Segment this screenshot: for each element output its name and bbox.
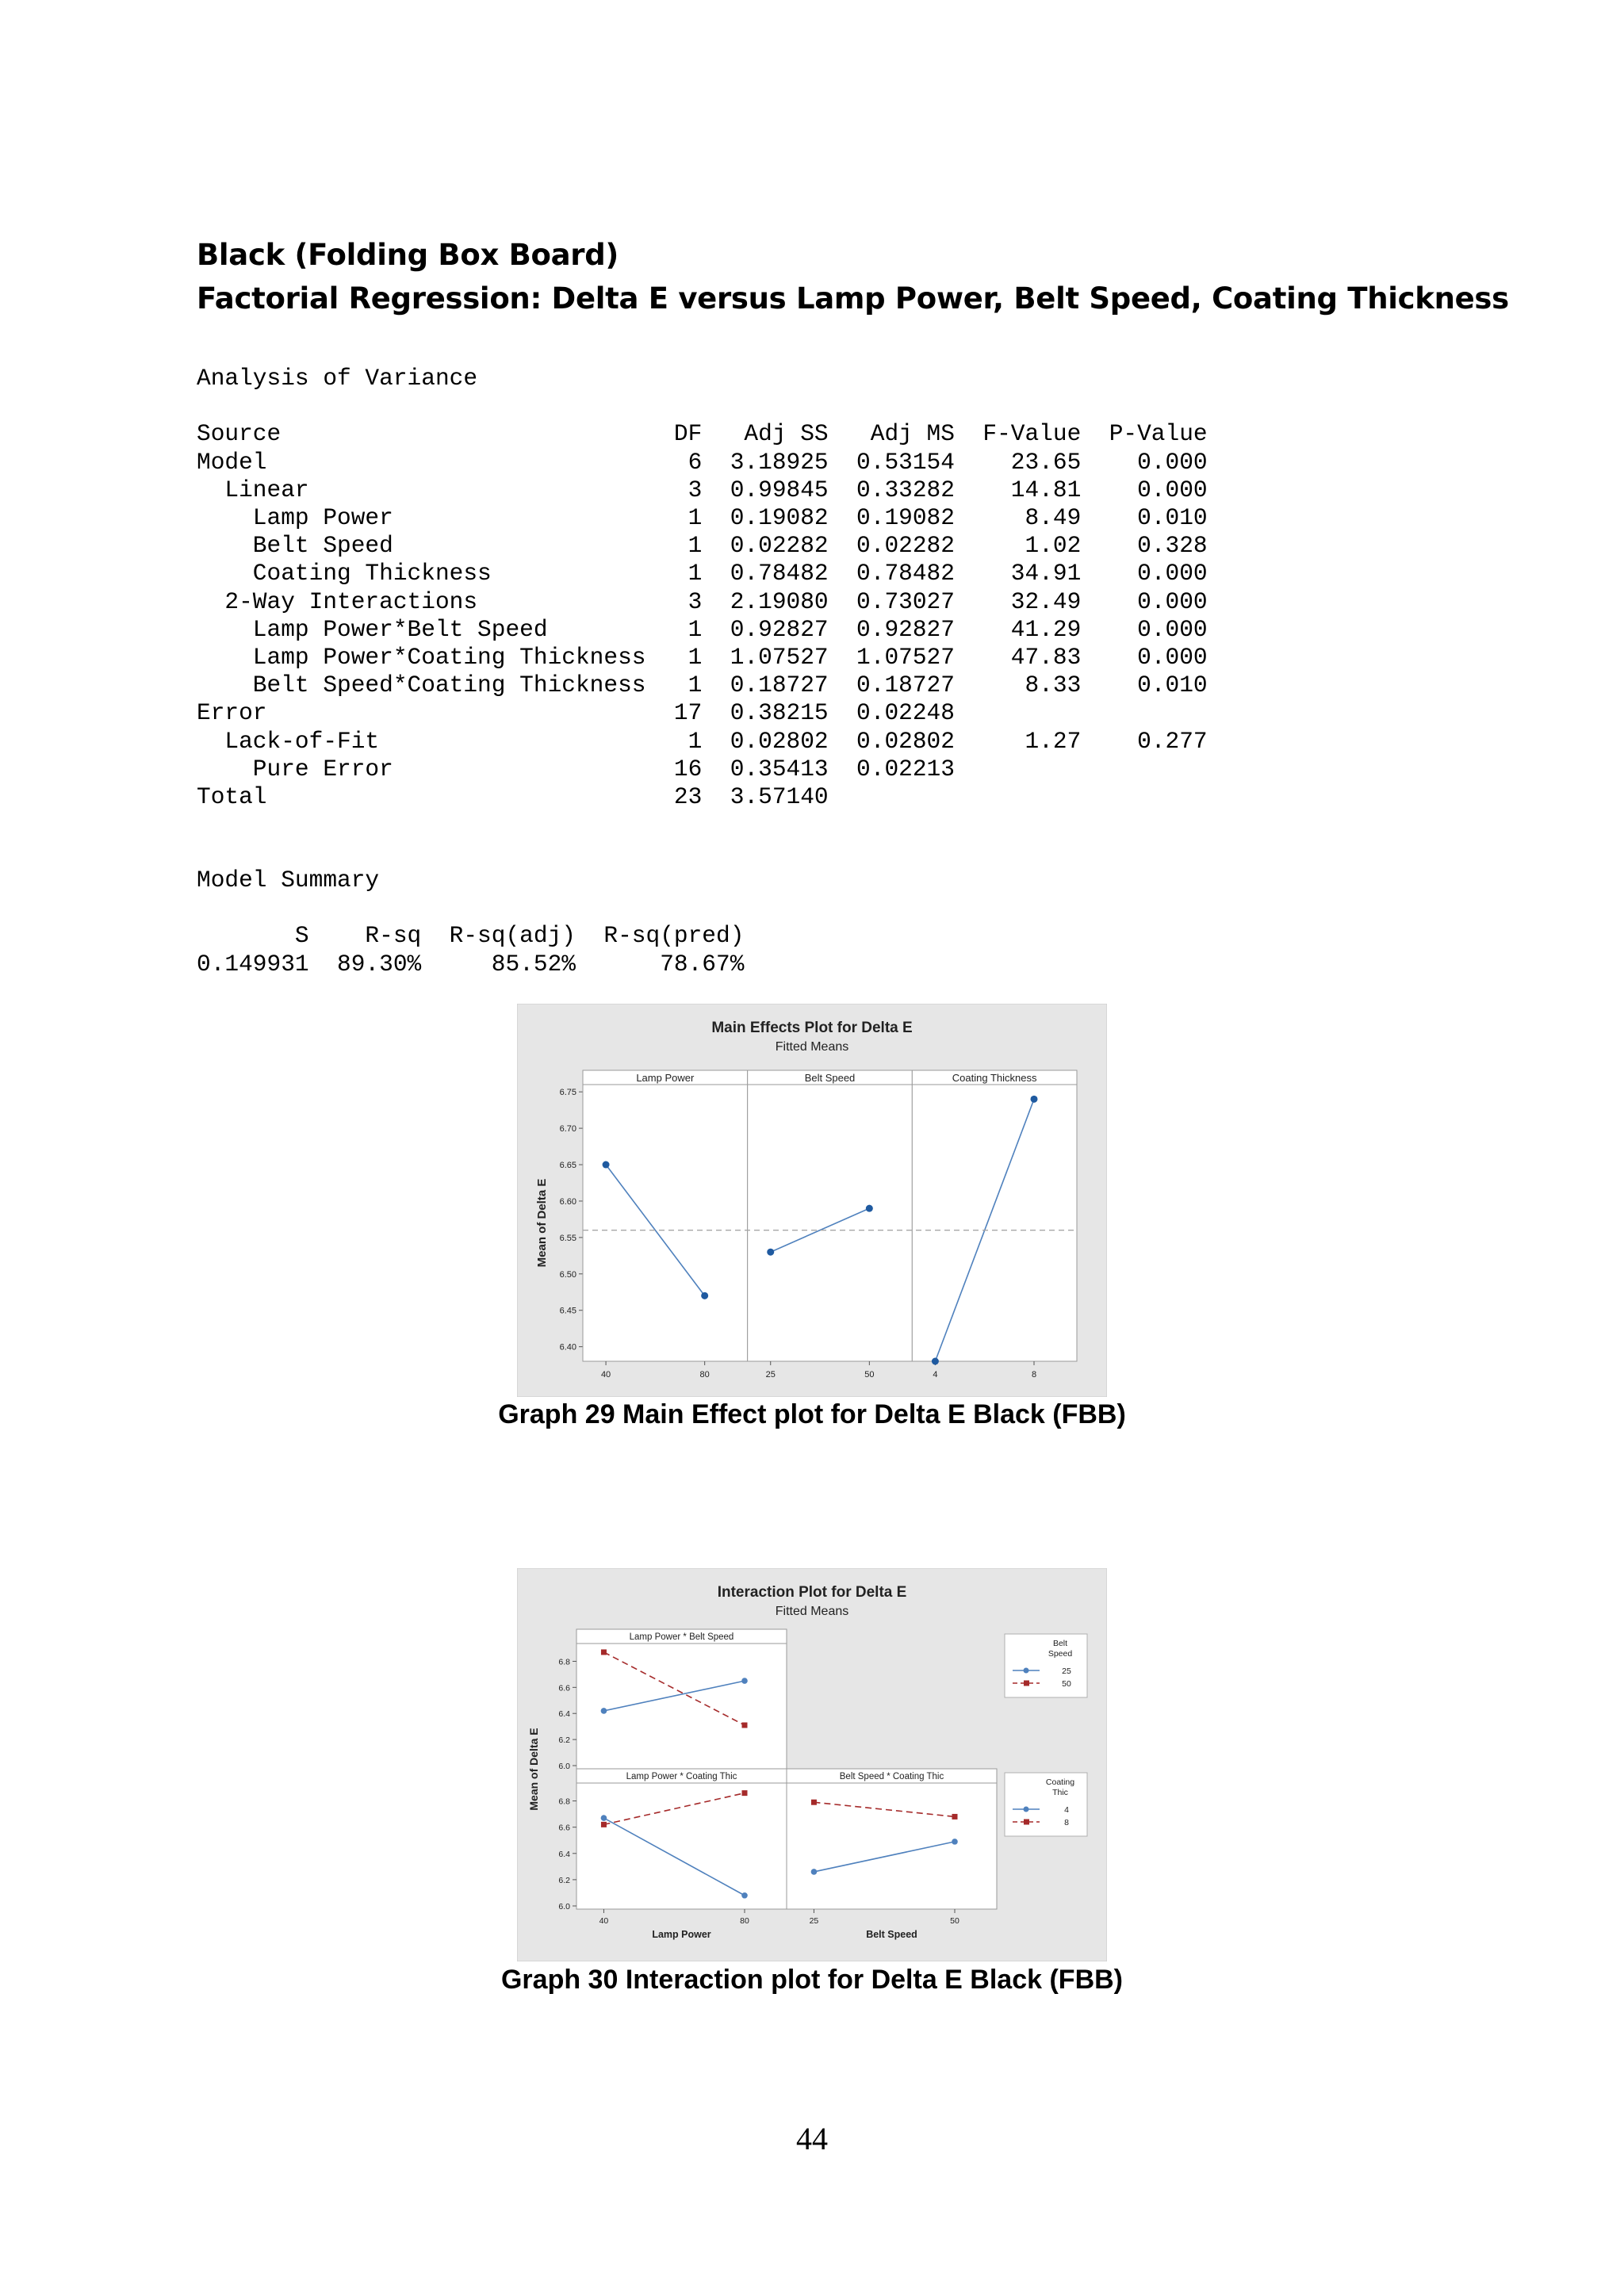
anova-df-cell: 1: [673, 504, 703, 532]
anova-adjss-cell: 0.19082: [702, 504, 829, 532]
panel-plot-area: [576, 1783, 787, 1909]
anova-df-cell: 3: [673, 587, 703, 615]
anova-adjss-cell: 3.18925: [702, 448, 829, 476]
legend-box: [1005, 1634, 1087, 1697]
anova-adjss-cell: 3.57140: [702, 783, 829, 811]
anova-p-cell: 0.010: [1081, 504, 1208, 532]
anova-p-cell: 0.010: [1081, 672, 1208, 699]
anova-f-cell: 8.33: [954, 672, 1082, 699]
anova-adjms-cell: 0.02282: [828, 532, 955, 560]
main-effect-point: [767, 1249, 774, 1256]
legend-title: Belt: [1052, 1639, 1068, 1648]
anova-adjss-cell: 0.78482: [702, 560, 829, 587]
y-tick-label: 6.50: [559, 1269, 576, 1280]
anova-p-cell: 0.328: [1081, 532, 1208, 560]
model-summary-value: 0.149931: [197, 950, 309, 978]
page-number: 44: [796, 2121, 828, 2156]
x-tick-label: 25: [809, 1916, 819, 1926]
legend-marker-circle: [1024, 1807, 1029, 1812]
anova-adjss-cell: 0.35413: [702, 755, 829, 783]
anova-adjms-cell: 0.02802: [828, 727, 955, 755]
anova-adjss-cell: 0.99845: [702, 476, 829, 503]
anova-adjms-cell: 0.19082: [828, 504, 955, 532]
anova-source-cell: Lack-of-Fit: [197, 727, 674, 755]
anova-row: [197, 476, 1208, 503]
anova-p-cell: 0.000: [1081, 448, 1208, 476]
legend-title: Speed: [1048, 1649, 1073, 1659]
anova-f-cell: 41.29: [954, 615, 1082, 643]
anova-df-cell: 3: [673, 476, 703, 503]
anova-adjms-cell: 0.02248: [828, 699, 955, 727]
y-axis-label: Mean of Delta E: [527, 1728, 540, 1811]
legend-title: Thic: [1052, 1788, 1068, 1797]
anova-row: [197, 504, 1208, 531]
anova-df-cell: 1: [673, 644, 703, 672]
x-tick-label: 8: [1031, 1370, 1037, 1380]
panel-title: Coating Thickness: [952, 1072, 1037, 1084]
chart-subtitle: Fitted Means: [775, 1040, 849, 1054]
anova-p-cell: 0.277: [1081, 727, 1208, 755]
graph29-caption: Graph 29 Main Effect plot for Delta E Black (FBB): [498, 1399, 1126, 1429]
panel-plot-area: [787, 1783, 997, 1909]
anova-adjss-cell: 2.19080: [702, 587, 829, 615]
anova-row: [197, 616, 1208, 643]
interaction-point-circle: [741, 1892, 748, 1899]
legend-marker-square: [1024, 1820, 1029, 1825]
anova-f-cell: 23.65: [954, 448, 1082, 476]
panel-title: Belt Speed * Coating Thic: [839, 1772, 944, 1781]
y-tick-label: 6.60: [559, 1196, 576, 1207]
anova-df-cell: 16: [673, 755, 703, 783]
anova-adjms-cell: 1.07527: [828, 644, 955, 672]
anova-source-cell: Model: [197, 448, 674, 476]
interaction-point-circle: [601, 1815, 607, 1821]
anova-df-cell: 1: [673, 532, 703, 560]
anova-adjms-cell: 0.92827: [828, 615, 955, 643]
anova-row: [197, 728, 1208, 755]
anova-source-cell: Lamp Power*Coating Thickness: [197, 644, 674, 672]
anova-source-cell: Coating Thickness: [197, 560, 674, 587]
anova-header-adjms: Adj MS: [828, 420, 955, 448]
x-tick-label: 25: [765, 1370, 776, 1380]
anova-p-cell: 0.000: [1081, 476, 1208, 503]
anova-row: [197, 699, 1208, 726]
anova-source-cell: Lamp Power*Belt Speed: [197, 615, 674, 643]
anova-p-cell: [1081, 756, 1207, 783]
anova-adjms-cell: 0.78482: [828, 560, 955, 587]
x-tick-label: 40: [599, 1916, 609, 1926]
interaction-point-square: [811, 1800, 817, 1805]
y-tick-label: 6.0: [558, 1902, 570, 1911]
panel-plot-area: [583, 1085, 748, 1361]
anova-f-cell: 47.83: [954, 644, 1082, 672]
legend-entry: 25: [1062, 1667, 1071, 1676]
anova-source-cell: 2-Way Interactions: [197, 587, 674, 615]
graph30-caption: Graph 30 Interaction plot for Delta E Black (FBB): [500, 1965, 1123, 1995]
model-summary-table: [197, 867, 744, 978]
legend-marker-square: [1024, 1681, 1029, 1686]
panel-title: Lamp Power * Coating Thic: [626, 1772, 737, 1781]
anova-adjss-cell: 0.02282: [702, 532, 829, 560]
interaction-point-circle: [811, 1869, 818, 1875]
anova-f-cell: 8.49: [954, 504, 1082, 532]
anova-row: [197, 783, 1208, 810]
main-effects-svg: [517, 1004, 1107, 1397]
anova-p-cell: 0.000: [1081, 615, 1208, 643]
y-tick-label: 6.70: [559, 1124, 576, 1135]
anova-title: Analysis of Variance: [197, 365, 478, 392]
chart-title: Interaction Plot for Delta E: [717, 1584, 907, 1601]
main-effect-point: [866, 1205, 873, 1212]
main-effect-point: [603, 1161, 610, 1169]
panel-title: Lamp Power: [636, 1072, 695, 1084]
anova-adjms-cell: 0.33282: [828, 476, 955, 503]
y-tick-label: 6.8: [558, 1657, 570, 1667]
interaction-chart: [517, 1568, 1107, 1965]
anova-df-cell: 1: [673, 560, 703, 587]
y-tick-label: 6.65: [559, 1161, 576, 1171]
model-summary-value: 89.30%: [308, 950, 422, 978]
x-tick-label: 50: [864, 1370, 875, 1380]
anova-adjss-cell: 1.07527: [702, 644, 829, 672]
y-tick-label: 6.2: [558, 1735, 570, 1746]
x-tick-label: 80: [740, 1916, 749, 1926]
y-tick-label: 6.0: [558, 1762, 570, 1771]
anova-source-cell: Pure Error: [197, 755, 674, 783]
anova-df-cell: 1: [673, 727, 703, 755]
y-tick-label: 6.45: [559, 1306, 576, 1316]
x-axis-label: Belt Speed: [866, 1929, 917, 1940]
anova-p-cell: 0.000: [1081, 644, 1208, 672]
anova-source-cell: Linear: [197, 476, 674, 503]
anova-adjms-cell: [829, 783, 955, 810]
anova-source-cell: Belt Speed: [197, 532, 674, 560]
legend-marker-circle: [1024, 1668, 1029, 1674]
anova-header-adjss: Adj SS: [702, 420, 829, 448]
anova-f-cell: 14.81: [954, 476, 1082, 503]
anova-df-cell: 17: [673, 699, 703, 727]
anova-row: [197, 756, 1208, 783]
interaction-point-square: [742, 1723, 748, 1728]
main-effects-chart: [517, 1004, 1107, 1400]
anova-table: [197, 365, 1208, 811]
model-summary-header: R-sq: [308, 922, 422, 950]
panel-plot-area: [748, 1085, 913, 1361]
anova-f-cell: [955, 783, 1081, 810]
panel-title: Belt Speed: [804, 1072, 856, 1084]
main-effect-point: [1031, 1096, 1038, 1103]
anova-source-cell: Lamp Power: [197, 504, 674, 532]
anova-row: [197, 449, 1208, 476]
interaction-point-square: [601, 1649, 607, 1655]
anova-p-cell: [1081, 783, 1207, 810]
model-summary-header: S: [197, 922, 309, 950]
anova-p-cell: 0.000: [1081, 587, 1208, 615]
y-tick-label: 6.6: [558, 1823, 570, 1833]
anova-source-cell: Total: [197, 783, 674, 811]
anova-adjss-cell: 0.18727: [702, 672, 829, 699]
interaction-point-circle: [741, 1678, 748, 1684]
document-heading-2: Factorial Regression: Delta E versus Lamp Power, Belt Speed, Coating Thickness: [197, 281, 1509, 316]
anova-f-cell: 1.02: [954, 532, 1082, 560]
panel-title: Lamp Power * Belt Speed: [629, 1632, 734, 1642]
interaction-svg: [517, 1568, 1107, 1961]
interaction-point-circle: [601, 1708, 607, 1714]
anova-header-df: DF: [645, 420, 703, 448]
legend-entry: 4: [1064, 1805, 1069, 1815]
panel-plot-area: [912, 1085, 1077, 1361]
document-heading-1: Black (Folding Box Board): [197, 238, 619, 272]
model-summary-header: R-sq(pred): [575, 922, 745, 950]
anova-adjss-cell: 0.38215: [702, 699, 829, 727]
main-effect-point: [932, 1358, 939, 1365]
anova-adjss-cell: 0.02802: [702, 727, 829, 755]
anova-header-pvalue: P-Value: [1081, 420, 1208, 448]
interaction-point-square: [742, 1790, 748, 1796]
interaction-point-square: [952, 1814, 958, 1820]
anova-df-cell: 1: [673, 615, 703, 643]
x-tick-label: 50: [950, 1916, 959, 1926]
anova-f-cell: 1.27: [954, 727, 1082, 755]
anova-df-cell: 23: [673, 783, 703, 811]
anova-df-cell: 1: [673, 672, 703, 699]
panel-plot-area: [576, 1644, 787, 1769]
anova-row: [197, 644, 1208, 671]
x-tick-label: 40: [600, 1370, 611, 1380]
anova-header-source: Source: [197, 420, 646, 448]
y-tick-label: 6.4: [558, 1709, 570, 1720]
anova-f-cell: 32.49: [954, 587, 1082, 615]
model-summary-value: 85.52%: [421, 950, 576, 978]
x-tick-label: 4: [933, 1370, 938, 1380]
anova-df-cell: 6: [673, 448, 703, 476]
model-summary-header: R-sq(adj): [421, 922, 576, 950]
interaction-point-square: [601, 1822, 607, 1827]
y-tick-label: 6.6: [558, 1683, 570, 1693]
y-tick-label: 6.75: [559, 1088, 576, 1098]
y-tick-label: 6.8: [558, 1797, 570, 1807]
main-effect-point: [701, 1292, 708, 1299]
interaction-point-circle: [952, 1839, 958, 1845]
x-axis-label: Lamp Power: [652, 1929, 711, 1940]
anova-row: [197, 560, 1208, 587]
model-summary-title: Model Summary: [197, 867, 380, 894]
anova-adjms-cell: 0.73027: [828, 587, 955, 615]
y-axis-label: Mean of Delta E: [535, 1178, 549, 1268]
x-tick-label: 80: [699, 1370, 710, 1380]
anova-f-cell: [955, 756, 1081, 783]
anova-row: [197, 672, 1208, 698]
anova-adjms-cell: 0.02213: [828, 755, 955, 783]
anova-adjms-cell: 0.18727: [828, 672, 955, 699]
y-tick-label: 6.40: [559, 1342, 576, 1353]
anova-adjms-cell: 0.53154: [828, 448, 955, 476]
anova-header-fvalue: F-Value: [954, 420, 1082, 448]
chart-title: Main Effects Plot for Delta E: [711, 1020, 913, 1036]
anova-adjss-cell: 0.92827: [702, 615, 829, 643]
legend-entry: 8: [1064, 1818, 1069, 1827]
anova-source-cell: Belt Speed*Coating Thickness: [197, 672, 674, 699]
anova-row: [197, 588, 1208, 615]
y-tick-label: 6.4: [558, 1849, 570, 1859]
legend-entry: 50: [1062, 1679, 1071, 1689]
y-tick-label: 6.2: [558, 1875, 570, 1885]
anova-f-cell: 34.91: [954, 560, 1082, 587]
anova-row: [197, 532, 1208, 559]
anova-p-cell: [1081, 699, 1207, 726]
anova-f-cell: [955, 699, 1081, 726]
y-tick-label: 6.55: [559, 1233, 576, 1243]
model-summary-value: 78.67%: [575, 950, 745, 978]
chart-subtitle: Fitted Means: [775, 1605, 849, 1618]
anova-source-cell: Error: [197, 699, 674, 727]
anova-p-cell: 0.000: [1081, 560, 1208, 587]
legend-title: Coating: [1045, 1777, 1075, 1787]
